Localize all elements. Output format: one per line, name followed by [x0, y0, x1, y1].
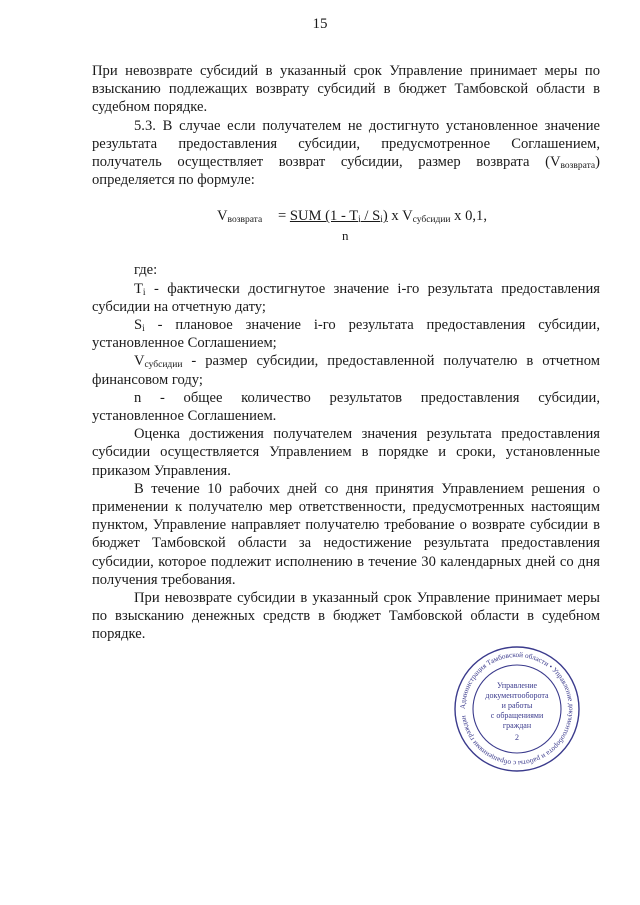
paragraph-assessment: Оценка достижения получателем значения результата предоставления субсидии осуществляется Управлением в порядке и сроки, установленные приказом Управления.: [92, 426, 600, 479]
formula-denominator: n: [342, 228, 349, 244]
seal-center-line: граждан: [502, 721, 532, 730]
official-seal: [452, 644, 582, 774]
document-body: [92, 62, 600, 644]
paragraph-nonreturn-2: При невозврате субсидии в указанный срок Управление принимает меры по взысканию денежных средств в бюджет Тамбовской области в судебном порядке.: [92, 590, 600, 643]
definition-n: n - общее количество результатов предоставления субсидии, установленное Соглашением.: [92, 389, 600, 425]
definition-t: $T_i$ - фактически достигнутое значение i-го результата предоставления субсидии на отчетную дату;: [92, 280, 600, 315]
definition-v: $V_{субсидии}$ - размер субсидии, предоставленной получателю в отчетном финансовом году;: [92, 353, 600, 388]
seal-center-line: с обращениями: [490, 711, 544, 720]
where-label: где:: [134, 262, 158, 279]
paragraph-nonreturn-1: При невозврате субсидий в указанный срок Управление принимает меры по взысканию подлежащих возврату субсидий в бюджет Тамбовской области в судебном порядке.: [92, 63, 600, 116]
page-number: 15: [312, 16, 328, 32]
seal-ring-text: Администрация Тамбовской области • Управление документооборота и работы с обращениями граждан: [458, 650, 576, 768]
return-formula: [92, 203, 600, 243]
seal-center-line: и работы: [501, 701, 533, 710]
seal-center-number: 2: [515, 733, 519, 742]
seal-center-line: документооборота: [485, 691, 549, 700]
formula-lhs: $V_{возврата}$: [217, 208, 263, 226]
formula-numerator: = SUM $(1 - T_i / S_i)$ x $V_{субсидии}$ x 0,1,: [278, 208, 487, 226]
definition-s: $S_i$ - плановое значение i-го результата предоставления субсидии, установленное Соглашением;: [92, 317, 600, 352]
paragraph-requirement: В течение 10 рабочих дней со дня принятия Управлением решения о применении к получателю мер ответственности, предусмотренных настоящим пунктом, Управление направляет получателю требование о возврате субсидии в бюджет Тамбовской области за недостижение результата предоставления субсидии, которое подлежит исполнению в течение 30 календарных дней со дня получения требования.: [92, 480, 600, 588]
paragraph-5-3: 5.3. В случае если получателем не достигнуто установленное значение результата предоставления субсидии, предусмотренное Соглашением, получатель осуществляет возврат субсидии, размер возврата $(V_{возврата})$ определяется по формуле:: [92, 117, 600, 189]
seal-center-line: Управление: [496, 681, 538, 690]
